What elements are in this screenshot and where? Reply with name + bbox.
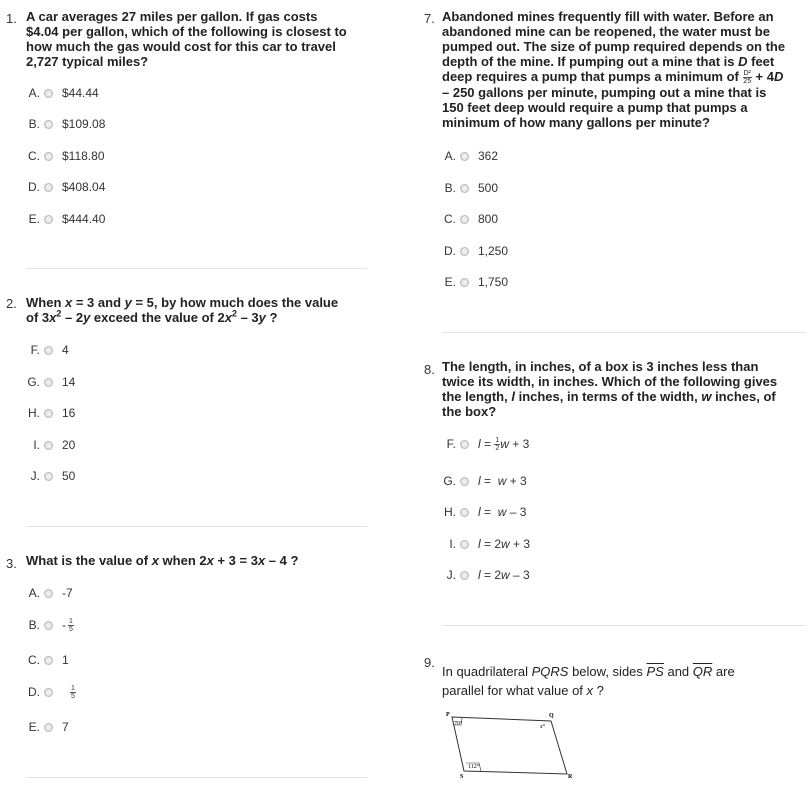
text: feet xyxy=(747,54,775,69)
q2-option-g[interactable] xyxy=(26,374,75,390)
stem-line: the box? xyxy=(442,404,497,419)
radio-button[interactable] xyxy=(460,247,469,256)
text: + 3 xyxy=(509,537,531,551)
text: deep requires a pump that pumps a minimum of xyxy=(442,69,743,84)
question-3-stem xyxy=(26,553,371,568)
option-letter: G. xyxy=(27,375,40,389)
text: when 2 xyxy=(158,553,207,568)
text: depth of the mine. If pumping out a mine that is xyxy=(442,54,739,69)
option-letter: H. xyxy=(444,505,456,519)
var-x: x xyxy=(586,683,594,698)
vertex-r-label: R xyxy=(568,774,573,780)
radio-button[interactable] xyxy=(460,571,469,580)
var-x: x xyxy=(206,553,214,568)
text: When xyxy=(26,295,65,310)
q2-option-f[interactable] xyxy=(26,342,69,358)
stem-line xyxy=(26,310,371,325)
q1-option-a[interactable] xyxy=(26,85,99,101)
var-d: D xyxy=(773,69,784,84)
radio-button[interactable] xyxy=(44,346,53,355)
radio-button[interactable] xyxy=(44,215,53,224)
var-w: w xyxy=(500,437,509,451)
q7-option-b[interactable] xyxy=(442,180,498,196)
var-x: x xyxy=(49,310,57,325)
stem-line: twice its width, in inches. Which of the following gives xyxy=(442,374,778,389)
var-y: y xyxy=(124,295,132,310)
option-value: 50 xyxy=(62,469,76,483)
var-w: w xyxy=(501,537,510,551)
stem-line xyxy=(442,662,810,681)
stem-line: $4.04 per gallon, which of the following is closest to xyxy=(26,24,347,39)
radio-button[interactable] xyxy=(460,540,469,549)
text: below, sides xyxy=(568,664,647,679)
vertex-s-label: S xyxy=(460,774,464,780)
option-value: 1 xyxy=(62,653,69,667)
denominator: 25 xyxy=(743,78,752,86)
q7-option-d[interactable] xyxy=(442,243,508,259)
radio-button[interactable] xyxy=(44,723,53,732)
radio-button[interactable] xyxy=(460,278,469,287)
radio-button[interactable] xyxy=(460,477,469,486)
option-letter: J. xyxy=(446,568,456,582)
var-d: D xyxy=(738,54,748,69)
exponent: 2 xyxy=(231,308,237,319)
text: = xyxy=(480,474,498,488)
var-w: w xyxy=(497,505,507,519)
text: = 2 xyxy=(480,568,502,582)
q2-option-j[interactable] xyxy=(26,468,75,484)
option-value: - xyxy=(62,618,66,632)
option-letter: D. xyxy=(444,244,456,258)
option-letter: B. xyxy=(28,618,40,632)
q1-option-c[interactable] xyxy=(26,148,105,164)
q8-option-i[interactable] xyxy=(442,536,530,552)
stem-line: A car averages 27 miles per gallon. If gas costs xyxy=(26,9,318,24)
text: – 4 ? xyxy=(265,553,299,568)
text: inches, of xyxy=(711,389,776,404)
text: the length, xyxy=(442,389,512,404)
option-letter: I. xyxy=(449,537,456,551)
option-letter: C. xyxy=(28,149,40,163)
text: – 2 xyxy=(61,310,84,325)
stem-line: abandoned mine can be reopened, the water must be xyxy=(442,24,770,39)
question-2-number: 2. xyxy=(6,296,17,311)
divider xyxy=(26,777,367,778)
vertex-p-label: P xyxy=(446,712,450,718)
text: = 5, by how much does the value xyxy=(131,295,339,310)
option-value: -7 xyxy=(62,586,73,600)
text: = xyxy=(480,505,498,519)
option-letter: B. xyxy=(28,117,40,131)
option-letter: F. xyxy=(446,437,456,451)
var-w: w xyxy=(701,389,712,404)
numerator: 1 xyxy=(69,617,73,625)
text: – 3 xyxy=(509,568,530,582)
divider xyxy=(26,526,367,527)
radio-button[interactable] xyxy=(44,688,53,697)
radio-button[interactable] xyxy=(44,89,53,98)
radio-button[interactable] xyxy=(460,152,469,161)
radio-button[interactable] xyxy=(44,472,53,481)
text: and xyxy=(663,664,693,679)
stem-line xyxy=(442,69,810,85)
question-8-stem xyxy=(442,359,810,419)
text: What is the value of xyxy=(26,553,152,568)
radio-button[interactable] xyxy=(44,378,53,387)
q1-option-e[interactable] xyxy=(26,211,105,227)
fraction xyxy=(68,618,74,633)
stem-line: The length, in inches, of a box is 3 inches less than xyxy=(442,359,759,374)
var-l: l xyxy=(478,474,481,488)
angle-p-label: 70° xyxy=(454,721,463,727)
var-l: l xyxy=(511,389,515,404)
question-3-number: 3. xyxy=(6,556,17,571)
q3-option-d[interactable] xyxy=(26,684,76,700)
angle-s-label: 112° xyxy=(468,764,480,770)
option-value: $44.44 xyxy=(62,86,99,100)
text: = xyxy=(480,437,495,451)
q7-option-a[interactable] xyxy=(442,148,498,164)
stem-line: how much the gas would cost for this car to travel xyxy=(26,39,336,54)
radio-button[interactable] xyxy=(44,589,53,598)
radio-button[interactable] xyxy=(44,441,53,450)
var-x: x xyxy=(65,295,73,310)
text: – 3 xyxy=(236,310,259,325)
q3-option-b[interactable] xyxy=(26,617,74,633)
option-value: 1,250 xyxy=(478,244,509,258)
option-letter: E. xyxy=(28,720,40,734)
text: exceed the value of 2 xyxy=(90,310,225,325)
var-x: x xyxy=(257,553,266,568)
option-value: 1,750 xyxy=(478,275,509,289)
option-letter: D. xyxy=(28,685,40,699)
option-letter: G. xyxy=(443,474,456,488)
text: + 3 xyxy=(508,437,530,451)
stem-line: pumped out. The size of pump required depends on the xyxy=(442,39,786,54)
q3-option-c[interactable] xyxy=(26,652,69,668)
option-value: 4 xyxy=(62,343,69,357)
question-9-number: 9. xyxy=(424,655,435,670)
option-letter: E. xyxy=(444,275,456,289)
var-w: w xyxy=(497,474,507,488)
option-value: $408.04 xyxy=(62,180,106,194)
var-x: x xyxy=(224,310,232,325)
var-x: x xyxy=(151,553,159,568)
text: + 4 xyxy=(751,69,774,84)
question-1-stem xyxy=(26,9,371,69)
option-value: 362 xyxy=(478,149,499,163)
option-value: 16 xyxy=(62,406,76,420)
text: + 3 xyxy=(506,474,527,488)
divider xyxy=(442,625,806,626)
option-value: $109.08 xyxy=(62,117,106,131)
q1-option-b[interactable] xyxy=(26,116,105,132)
numerator: D² xyxy=(743,70,751,78)
stem-line: 2,727 typical miles? xyxy=(26,54,149,69)
radio-button[interactable] xyxy=(460,184,469,193)
stem-line: 150 feet deep would require a pump that pumps a xyxy=(442,100,748,116)
divider xyxy=(442,332,806,333)
q2-option-i[interactable] xyxy=(26,437,75,453)
denominator: 5 xyxy=(71,692,75,700)
option-letter: A. xyxy=(28,586,40,600)
q8-option-h[interactable] xyxy=(442,504,526,520)
q2-option-h[interactable] xyxy=(26,405,75,421)
stem-line: minimum of how many gallons per minute? xyxy=(442,115,710,131)
q8-option-g[interactable] xyxy=(442,473,527,489)
segment-ps: $\overline{PS}$ xyxy=(646,664,664,679)
var-l: l xyxy=(478,437,481,451)
option-letter: C. xyxy=(28,653,40,667)
q3-option-a[interactable] xyxy=(26,585,73,601)
stem-line: – 250 gallons per minute, pumping out a mine that is xyxy=(442,85,767,101)
radio-button[interactable] xyxy=(460,508,469,517)
option-value: 500 xyxy=(478,181,499,195)
vertex-q-label: Q xyxy=(549,713,554,719)
radio-button[interactable] xyxy=(44,152,53,161)
angle-q-label: x° xyxy=(540,724,546,730)
quadrilateral-figure xyxy=(443,708,583,780)
var-l: l xyxy=(478,537,481,551)
option-letter: F. xyxy=(30,343,40,357)
q1-option-d[interactable] xyxy=(26,179,105,195)
option-value: 800 xyxy=(478,212,499,226)
question-1-number: 1. xyxy=(6,11,17,26)
text: inches, in terms of the width, xyxy=(514,389,702,404)
divider xyxy=(26,268,367,269)
question-7-number: 7. xyxy=(424,11,435,26)
denominator: 5 xyxy=(69,625,73,633)
text: ? xyxy=(593,683,604,698)
option-letter: A. xyxy=(444,149,456,163)
text: = 2 xyxy=(480,537,502,551)
q7-option-c[interactable] xyxy=(442,211,498,227)
text: + 3 = 3 xyxy=(213,553,258,568)
text: are xyxy=(712,664,735,679)
text: of 3 xyxy=(26,310,50,325)
var-y: y xyxy=(258,310,266,325)
question-2-stem xyxy=(26,295,371,325)
text: = 3 and xyxy=(72,295,125,310)
denominator: 2 xyxy=(495,444,500,452)
text: ? xyxy=(265,310,278,325)
option-value: $118.80 xyxy=(62,149,105,163)
option-letter: H. xyxy=(28,406,40,420)
option-value: 20 xyxy=(62,438,76,452)
fraction xyxy=(743,70,752,85)
question-7-stem xyxy=(442,9,810,130)
var-y: y xyxy=(83,310,91,325)
option-letter: B. xyxy=(444,181,456,195)
var-w: w xyxy=(501,568,510,582)
radio-button[interactable] xyxy=(460,215,469,224)
var-l: l xyxy=(478,505,481,519)
q3-option-e[interactable] xyxy=(26,719,69,735)
option-letter: A. xyxy=(28,86,40,100)
stem-line: Abandoned mines frequently fill with water. Before an xyxy=(442,9,774,24)
text: parallel for what value of xyxy=(442,683,587,698)
fraction xyxy=(70,685,76,700)
numerator: 1 xyxy=(495,436,500,444)
radio-button[interactable] xyxy=(44,621,53,630)
text: – 3 xyxy=(506,505,527,519)
radio-button[interactable] xyxy=(44,409,53,418)
radio-button[interactable] xyxy=(460,440,469,449)
option-letter: C. xyxy=(444,212,456,226)
radio-button[interactable] xyxy=(44,183,53,192)
option-value: 14 xyxy=(62,375,76,389)
q8-option-j[interactable] xyxy=(442,567,530,583)
q7-option-e[interactable] xyxy=(442,274,508,290)
var-l: l xyxy=(478,568,481,582)
stem-line xyxy=(26,295,371,310)
option-letter: I. xyxy=(33,438,40,452)
question-9-stem xyxy=(442,662,810,700)
stem-line xyxy=(442,54,810,69)
var-pqrs: PQRS xyxy=(531,664,569,679)
radio-button[interactable] xyxy=(44,120,53,129)
option-value: 7 xyxy=(62,720,69,734)
stem-line xyxy=(442,681,810,700)
question-8-number: 8. xyxy=(424,362,435,377)
numerator: 1 xyxy=(71,684,75,692)
option-value: $444.40 xyxy=(62,212,106,226)
q8-option-f[interactable] xyxy=(442,436,529,452)
option-letter: D. xyxy=(28,180,40,194)
text: In quadrilateral xyxy=(442,664,532,679)
stem-line xyxy=(442,389,810,404)
option-letter: J. xyxy=(30,469,40,483)
option-letter: E. xyxy=(28,212,40,226)
exponent: 2 xyxy=(56,308,62,319)
radio-button[interactable] xyxy=(44,656,53,665)
segment-qr: $\overline{QR}$ xyxy=(692,664,713,679)
